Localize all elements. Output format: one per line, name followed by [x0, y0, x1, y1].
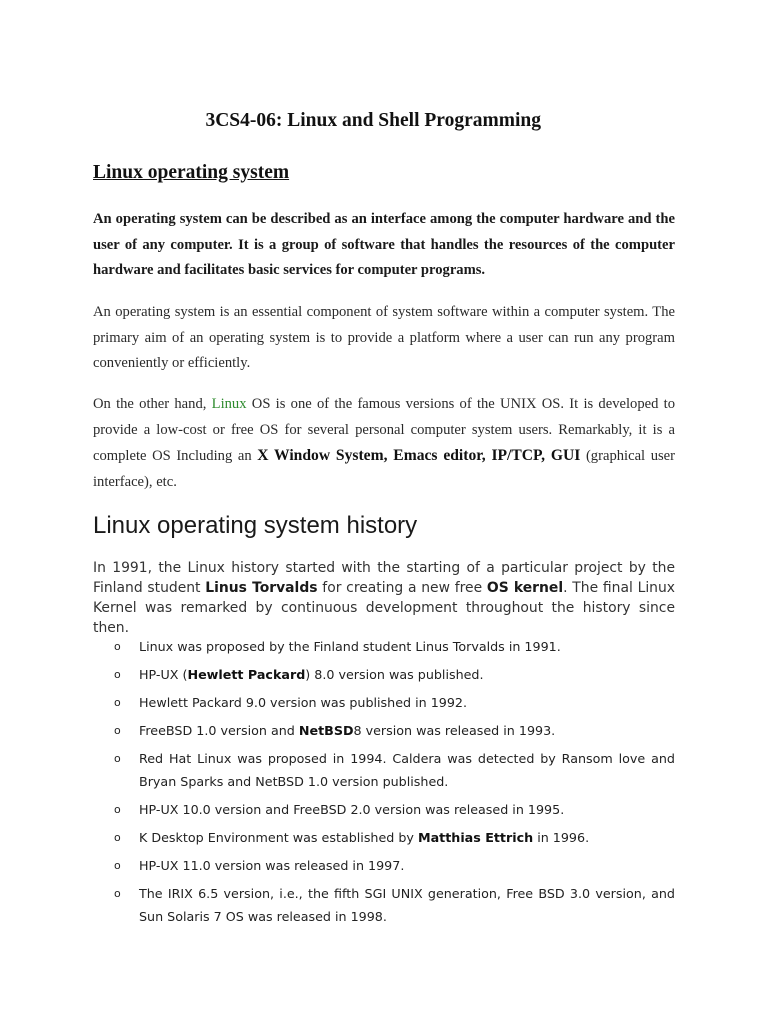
- list-item: [0, 883, 768, 928]
- item-text: Red Hat Linux was proposed in 1994. Caldera was detected by Ransom love and Bryan Sparks and NetBSD 1.0 version published.: [139, 751, 675, 789]
- item-text: Linux was proposed by the Finland student Linus Torvalds in 1991.: [139, 639, 561, 654]
- item-text: HP-UX (: [139, 667, 188, 683]
- course-title: 3CS4-06: Linux and Shell Programming: [205, 110, 541, 131]
- bullet-marker: o: [114, 724, 121, 738]
- intro-bold-kernel: OS kernel: [486, 580, 564, 596]
- list-item-text: [139, 636, 675, 659]
- list-item: [0, 799, 768, 822]
- intro-text: for creating a new free: [317, 580, 487, 596]
- item-text: 8 version was released in 1993.: [353, 723, 556, 739]
- list-item-text: [139, 855, 675, 878]
- list-item-text: [139, 799, 675, 822]
- list-item: [0, 748, 768, 793]
- bullet-marker: o: [114, 752, 121, 766]
- paragraph-text: On the other hand,: [93, 396, 212, 412]
- bullet-marker: o: [114, 668, 121, 682]
- list-item: [0, 692, 768, 715]
- list-item-text: [139, 664, 675, 687]
- list-item: [0, 636, 768, 659]
- bullet-marker: o: [114, 831, 121, 845]
- history-heading: Linux operating system history: [93, 512, 418, 539]
- item-text: K Desktop Environment was established by: [139, 830, 418, 846]
- item-bold: NetBSD: [298, 723, 354, 739]
- intro-text: In 1991, the Linux history started with the starting of a particular project by the Finland student: [93, 560, 675, 596]
- item-bold: Matthias Ettrich: [417, 830, 534, 846]
- list-item-text: [139, 827, 675, 850]
- bullet-marker: o: [114, 696, 121, 710]
- paragraph-definition: An operating system can be described as an interface among the computer hardware and the user of any computer. It is a group of software that handles the resources of the computer hardware and facilitates basic services for computer programs.: [93, 211, 675, 278]
- bullet-marker: o: [114, 640, 121, 653]
- history-intro: [93, 558, 675, 638]
- paragraph-purpose: An operating system is an essential component of system software within a computer system. The primary aim of an operating system is to provide a platform where a user can run any program conveniently or efficiently.: [93, 304, 675, 371]
- item-text: HP-UX 11.0 version was released in 1997.: [139, 858, 405, 874]
- paragraph-text: OS is one of the famous versions of the UNIX OS. It is developed to provide a low-cost or free OS for several personal computer system users. Remarkably, it is a complete OS Including an: [93, 396, 676, 464]
- list-item: [0, 664, 768, 687]
- list-item-text: [139, 692, 675, 715]
- list-item-text: [139, 883, 675, 928]
- intro-bold-name: Linus Torvalds: [205, 580, 318, 596]
- bullet-marker: o: [114, 859, 121, 873]
- item-bold: Hewlett Packard: [187, 667, 306, 683]
- features-bold-text: X Window System, Emacs editor, IP/TCP, GUI: [257, 447, 581, 464]
- item-text: FreeBSD 1.0 version and: [139, 723, 299, 739]
- paragraph-linux-overview: [93, 392, 675, 495]
- history-list: [0, 636, 768, 934]
- list-item: [0, 855, 768, 878]
- item-text: ) 8.0 version was published.: [305, 667, 484, 683]
- linux-link[interactable]: Linux: [211, 396, 247, 412]
- bullet-marker: o: [114, 803, 121, 817]
- section-title: Linux operating system: [93, 162, 290, 183]
- list-item-text: [139, 748, 675, 793]
- list-item: [0, 827, 768, 850]
- bullet-marker: o: [114, 887, 121, 901]
- intro-text: . The final Linux Kernel was remarked by continuous development throughout the history since then.: [93, 580, 676, 636]
- paragraph-text: (graphical user interface), etc.: [93, 448, 676, 490]
- list-item: [0, 720, 768, 743]
- item-text: in 1996.: [533, 830, 590, 846]
- item-text: The IRIX 6.5 version, i.e., the fifth SGI UNIX generation, Free BSD 3.0 version, and Sun Solaris 7 OS was released in 1998.: [139, 886, 675, 924]
- item-text: HP-UX 10.0 version and FreeBSD 2.0 version was released in 1995.: [139, 802, 565, 818]
- item-text: Hewlett Packard 9.0 version was published in 1992.: [139, 695, 468, 711]
- list-item-text: [139, 720, 675, 743]
